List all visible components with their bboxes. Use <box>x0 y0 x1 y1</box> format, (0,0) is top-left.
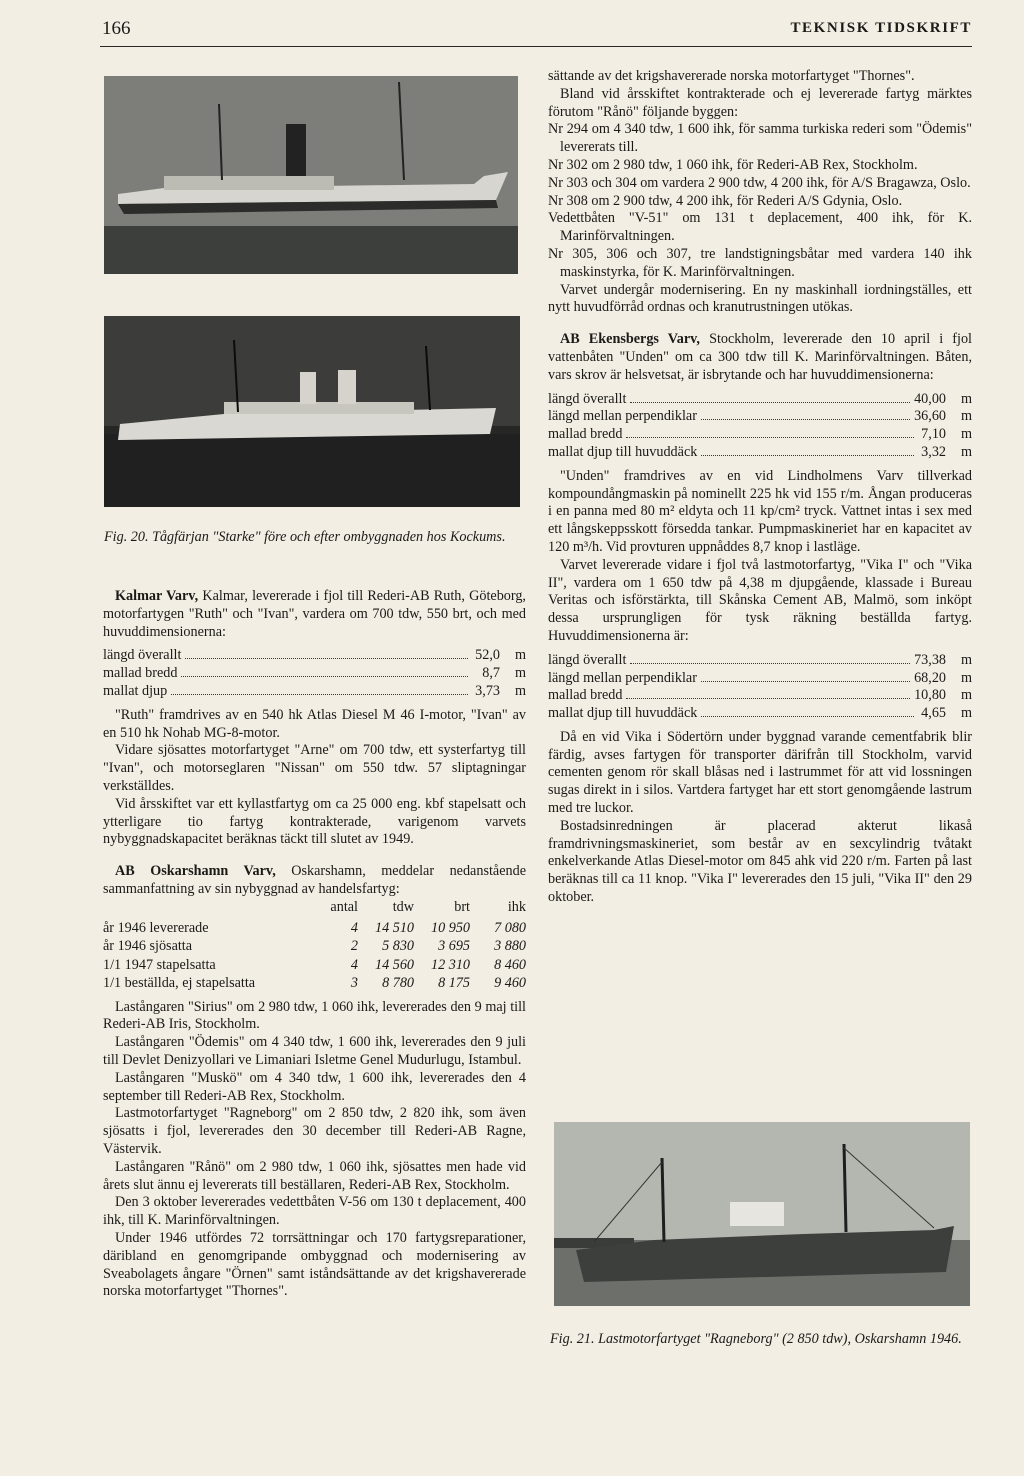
right-column <box>548 68 972 907</box>
dim-value: 7,10 <box>921 426 946 443</box>
list-item: Nr 294 om 4 340 tdw, 1 600 ihk, för samma turkiska rederi som "Ödemis" levererats till. <box>548 121 972 156</box>
dim-unit: m <box>514 647 526 664</box>
dim-row <box>548 705 972 723</box>
list-item: Nr 302 om 2 980 tdw, 1 060 ihk, för Rederi-AB Rex, Stockholm. <box>548 156 918 173</box>
dim-unit: m <box>960 408 972 425</box>
dim-unit: m <box>960 651 972 668</box>
cell: 10 950 <box>430 919 470 936</box>
photo-ragneborg <box>554 1122 970 1306</box>
paragraph: Bostadsinredningen är placerad akterut likaså framdrivningsmaskineriet, som består av en sexcylindrig tvåtakt enkelverkande Atlas Diesel-motor om 845 ahk vid 220 r/m. Farten på last beräknas till ca 11 knop. "Vika I" levererades den 15 juli, "Vika II" den 29 oktober. <box>548 817 972 906</box>
dim-value: 8,7 <box>482 665 500 682</box>
paragraph: Varvet levererade vidare i fjol två lastmotorfartyg, "Vika I" och "Vika II", vardera om 1 650 tdw på 4,38 m djupgående, klassade i Bureau Veritas och isförstärkta, till Skånska Cement AB, Malmö, som inköpt dessa ursprungligen för tysk räkning beställda fartyg. Huvuddimensionerna är: <box>548 556 972 644</box>
dim-label: mallat djup till huvuddäck <box>548 443 698 460</box>
dim-row <box>548 687 972 705</box>
dim-label: mallat djup till huvuddäck <box>548 705 698 722</box>
dim-value: 52,0 <box>475 647 500 664</box>
table-row <box>103 956 526 975</box>
column-header: tdw <box>392 898 414 915</box>
dim-unit: m <box>960 669 972 686</box>
dim-unit: m <box>960 705 972 722</box>
paragraph: Lastångaren "Sirius" om 2 980 tdw, 1 060 ihk, levererades den 9 maj till Rederi-AB Iris, Stockholm. <box>103 998 526 1033</box>
ekensberg-paragraph <box>548 331 972 384</box>
dim-label: längd överallt <box>548 651 627 668</box>
row-label: 1/1 1947 stapelsatta <box>103 956 216 973</box>
dim-value: 4,65 <box>921 705 946 722</box>
dim-unit: m <box>960 443 972 460</box>
cell: 14 510 <box>374 919 414 936</box>
list-item: Vedettbåten "V-51" om 131 t deplacement, 400 ihk, för K. Marinförvaltningen. <box>548 210 972 245</box>
dim-value: 10,80 <box>914 687 946 704</box>
dim-label: längd överallt <box>103 647 182 664</box>
journal-title: TEKNISK TIDSKRIFT <box>790 20 972 36</box>
dim-label: längd överallt <box>548 390 627 407</box>
cell: 8 780 <box>382 975 414 992</box>
cell: 8 175 <box>438 975 470 992</box>
row-label: år 1946 levererade <box>103 919 209 936</box>
dim-value: 40,00 <box>914 390 946 407</box>
cell: 3 695 <box>438 938 470 955</box>
kalmar-name: Kalmar Varv, <box>115 588 199 604</box>
production-table <box>103 899 526 993</box>
left-column <box>103 588 526 1300</box>
paragraph: Lastångaren "Ödemis" om 4 340 tdw, 1 600 ihk, levererades den 9 juli till Devlet Denizyollari ve Limaniari Isletme Genel Mudurlugu, Istambul. <box>103 1034 526 1068</box>
kalmar-paragraph <box>103 588 526 641</box>
list-item: Nr 303 och 304 om vardera 2 900 tdw, 4 200 ihk, för A/S Bragawza, Oslo. <box>548 174 971 191</box>
column-header: brt <box>454 898 470 915</box>
dim-unit: m <box>514 682 526 699</box>
oskarshamn-paragraph <box>103 863 526 899</box>
cell: 7 080 <box>494 919 526 936</box>
dim-unit: m <box>960 390 972 407</box>
dim-value: 68,20 <box>914 669 946 686</box>
paragraph: Under 1946 utfördes 72 torrsättningar och 170 fartygsreparationer, däribland en genomgripande ombyggnad och modernisering av Sveabolagets ångare "Örnen" samt iståndsättande av det krigshavererade norska motorfartyget "Thornes". <box>103 1229 526 1300</box>
oskarshamn-name: AB Oskarshamn Varv, <box>115 863 276 880</box>
dim-label: mallad bredd <box>548 426 623 443</box>
fig21-caption: Fig. 21. Lastmotorfartyget "Ragneborg" (2 850 tdw), Oskarshamn 1946. <box>550 1331 962 1347</box>
list-item: Nr 308 om 2 900 tdw, 4 200 ihk, för Rederi A/S Gdynia, Oslo. <box>548 192 903 209</box>
paragraph: Bland vid årsskiftet kontrakterade och ej levererade fartyg märktes förutom "Rånö" följande byggen: <box>548 85 972 120</box>
dim-value: 73,38 <box>914 651 946 668</box>
cell: 2 <box>350 938 358 955</box>
cell: 4 <box>350 956 358 973</box>
photo-starke-before <box>104 76 518 274</box>
dim-unit: m <box>960 426 972 443</box>
dim-label: mallad bredd <box>548 687 623 704</box>
dim-row <box>548 408 972 426</box>
cell: 9 460 <box>494 975 526 992</box>
paragraph: Lastmotorfartyget "Ragneborg" om 2 850 tdw, 2 820 ihk, som även sjösatts i fjol, levererades den 30 december till Rederi-AB Ragne, Västervik. <box>103 1105 526 1157</box>
table-header-row <box>103 899 526 919</box>
dim-row <box>103 647 526 665</box>
row-label: 1/1 beställda, ej stapelsatta <box>103 975 256 992</box>
paragraph: "Ruth" framdrives av en 540 hk Atlas Diesel M 46 I-motor, "Ivan" av en 510 hk Nohab MG-8-motor. <box>103 706 526 741</box>
dim-label: längd mellan perpendiklar <box>548 408 697 425</box>
column-header: ihk <box>507 898 526 915</box>
table-row <box>103 919 526 938</box>
list-item: Nr 305, 306 och 307, tre landstigningsbåtar med vardera 140 ihk maskinstyrka, för K. Marinförvaltningen. <box>548 245 972 280</box>
dim-unit: m <box>960 687 972 704</box>
dim-row <box>548 444 972 462</box>
paragraph: "Unden" framdrives av en vid Lindholmens Varv tillverkad kompoundångmaskin på nominellt 225 hk vid 155 r/m. Ångan produceras i en panna med 80 m² eldyta och 11 kp/cm² tryck. Vattnet intas i sex med ett långskeppsskott försedda tankar. Pumpmaskineriet har en kapacitet av 120 m³/h. Vid provturen uppnåddes 8,7 knop i lastläge. <box>548 467 972 555</box>
cell: 3 880 <box>494 938 526 955</box>
kalmar-intro: Kalmar, levererade i fjol till Rederi-AB Ruth, Göteborg, motorfartygen "Ruth" och "Ivan", vardera om 700 tdw, 550 brt, och med huvuddimensionerna: <box>103 588 526 640</box>
paragraph: Den 3 oktober levererades vedettbåten V-56 om 130 t deplacement, 400 ihk, till K. Marinförvaltningen. <box>103 1194 526 1229</box>
dim-value: 3,32 <box>921 443 946 460</box>
dim-label: mallad bredd <box>103 665 178 682</box>
dim-unit: m <box>514 665 526 682</box>
cell: 8 460 <box>494 956 526 973</box>
dim-row <box>548 426 972 444</box>
paragraph: Vid årsskiftet var ett kyllastfartyg om ca 25 000 eng. kbf stapelsatt och ytterligare tio fartyg kontrakterade, varigenom varvets nybyggnadskapacitet beräknas täckt till slutet av 1949. <box>103 795 526 848</box>
page-number: 166 <box>102 18 131 39</box>
paragraph: Vidare sjösattes motorfartyget "Arne" om 700 tdw, ett systerfartyg till "Ivan", och motorseglaren "Nissan" om 550 tdw. 57 sliptagningar verkställdes. <box>103 742 526 794</box>
table-row <box>103 974 526 993</box>
cell: 14 560 <box>374 956 414 973</box>
photo-starke-after <box>104 316 520 507</box>
paragraph: Då en vid Vika i Södertörn under byggnad varande cementfabrik blir färdig, avses fartygen för transporter därifrån till Stockholm, varvid cementen genom rör skall blåsas ned i lastrummet för att vid lossningen sugas direkt in i silos. Vartdera fartyget har ett stort genomgående lastrum med tre luckor. <box>548 728 972 817</box>
paragraph: Lastångaren "Rånö" om 2 980 tdw, 1 060 ihk, sjösattes men hade vid årets slut ännu ej levererats till beställaren, Rederi-AB Rex, Stockholm. <box>103 1158 526 1193</box>
dim-row <box>103 683 526 701</box>
row-label: år 1946 sjösatta <box>103 938 193 955</box>
ekensberg-intro: Stockholm, levererade den 10 april i fjol vattenbåten "Unden" om ca 300 tdw till K. Marinförvaltningen. Båten, vars skrov är helsvetsat, är isbrytande och har huvuddimensionerna: <box>548 331 972 383</box>
dim-label: längd mellan perpendiklar <box>548 669 697 686</box>
table-row <box>103 937 526 956</box>
column-header: antal <box>330 898 358 915</box>
continued-paragraph: sättande av det krigshavererade norska motorfartyget "Thornes". <box>548 68 915 84</box>
dim-row <box>548 670 972 688</box>
ekensberg-name: AB Ekensbergs Varv, <box>560 331 700 348</box>
dim-row <box>548 652 972 670</box>
cell: 4 <box>350 919 358 936</box>
paragraph: Lastångaren "Muskö" om 4 340 tdw, 1 600 ihk, levererades den 4 september till Rederi-AB Rex, Stockholm. <box>103 1069 526 1104</box>
cell: 5 830 <box>382 938 414 955</box>
cell: 12 310 <box>430 956 470 973</box>
dim-label: mallat djup <box>103 682 168 699</box>
fig20-caption: Fig. 20. Tågfärjan "Starke" före och efter ombyggnaden hos Kockums. <box>104 529 506 545</box>
page-header <box>100 14 972 47</box>
dim-value: 3,73 <box>475 682 500 699</box>
dim-row <box>548 391 972 409</box>
oskarshamn-intro: Oskarshamn, meddelar nedanstående sammanfattning av sin nybyggnad av handelsfartyg: <box>103 863 526 897</box>
dim-row <box>103 665 526 683</box>
cell: 3 <box>350 975 358 992</box>
paragraph: Varvet undergår modernisering. En ny maskinhall iordningställes, ett nytt huvudförråd ordnas och kranutrustningen utökas. <box>548 281 972 316</box>
dim-value: 36,60 <box>914 408 946 425</box>
